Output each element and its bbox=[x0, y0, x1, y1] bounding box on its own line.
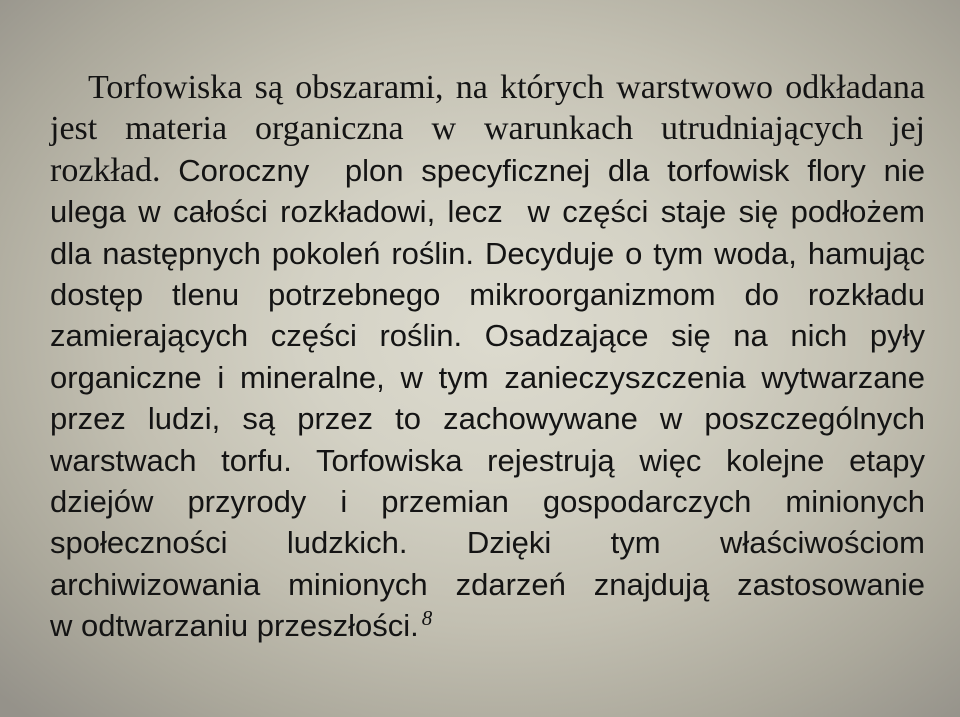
line-text: społeczności ludzkich. Dzięki tym właściwościom bbox=[50, 525, 925, 561]
line-text: Torfowiska są obszarami, na których warstwowo odkładana bbox=[88, 69, 925, 106]
text-line bbox=[50, 440, 925, 481]
text-line bbox=[50, 233, 925, 274]
line-text-lead: rozkład. bbox=[50, 151, 161, 189]
line-text: dziejów przyrody i przemian gospodarczych minionych bbox=[50, 483, 925, 519]
line-text: w odtwarzaniu przeszłości. bbox=[50, 608, 419, 644]
text-line-last bbox=[50, 605, 925, 646]
text-line bbox=[50, 564, 925, 605]
text-line bbox=[50, 108, 925, 149]
text-line bbox=[50, 274, 925, 315]
line-text: ulega w całości rozkładowi, lecz w części staje się podłożem bbox=[50, 194, 925, 230]
body-paragraph bbox=[50, 67, 925, 646]
line-text: dla następnych pokoleń roślin. Decyduje o tym woda, hamując bbox=[50, 235, 925, 271]
line-text: przez ludzi, są przez to zachowywane w poszczególnych bbox=[50, 401, 925, 437]
line-text: organiczne i mineralne, w tym zanieczyszczenia wytwarzane bbox=[50, 359, 925, 395]
text-line bbox=[50, 67, 925, 108]
line-text: zamierających części roślin. Osadzające się na nich pyły bbox=[50, 318, 925, 354]
text-line bbox=[50, 522, 925, 563]
line-text: archiwizowania minionych zdarzeń znajdują zastosowanie bbox=[50, 566, 925, 602]
text-line bbox=[50, 150, 925, 191]
line-text: warstwach torfu. Torfowiska rejestrują więc kolejne etapy bbox=[50, 442, 925, 478]
text-line bbox=[50, 481, 925, 522]
text-line bbox=[50, 315, 925, 356]
footnote-ref: 8 bbox=[421, 606, 433, 631]
line-text: jest materia organiczna w warunkach utrudniających jej bbox=[50, 110, 925, 148]
text-line bbox=[50, 191, 925, 232]
text-line bbox=[50, 357, 925, 398]
line-text: Coroczny plon specyficznej dla torfowisk flory nie bbox=[178, 152, 925, 188]
text-line bbox=[50, 398, 925, 439]
line-text: dostęp tlenu potrzebnego mikroorganizmom do rozkładu bbox=[50, 276, 925, 312]
